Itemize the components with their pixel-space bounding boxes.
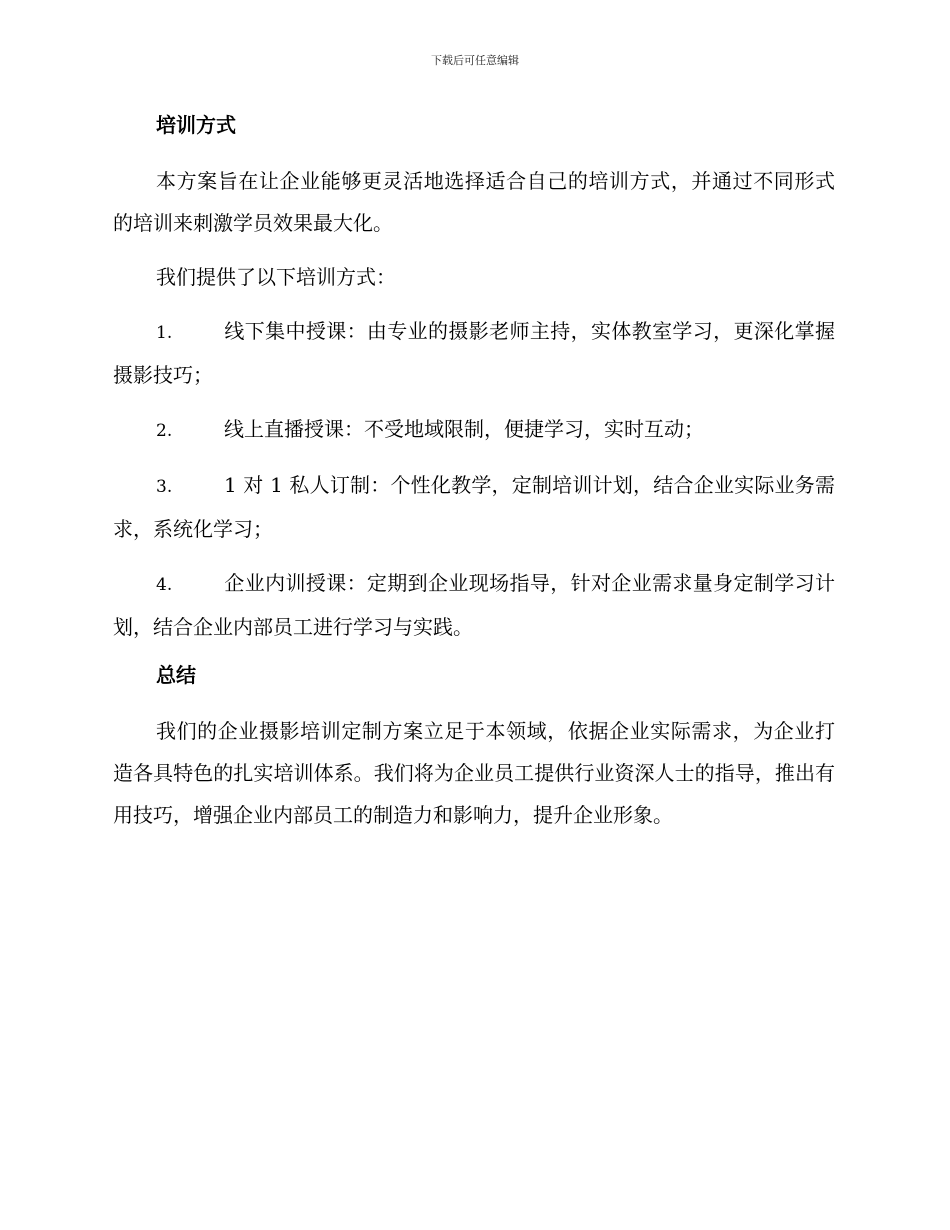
list-item-text: 线上直播授课：不受地域限制，便捷学习，实时互动； <box>224 417 704 441</box>
list-item <box>113 310 835 396</box>
list-item <box>113 562 835 648</box>
page-header: 下载后可任意编辑 <box>431 54 519 67</box>
list-item-number: 2. <box>156 421 173 441</box>
section-heading-summary: 总结 <box>156 663 196 687</box>
document-body <box>113 110 835 848</box>
list-item-number: 4. <box>156 575 173 595</box>
list-item <box>113 464 835 550</box>
intro-paragraph: 本方案旨在让企业能够更灵活地选择适合自己的培训方式，并通过不同形式的培训来刺激学员效果最大化。 <box>113 169 835 235</box>
list-item-number: 3. <box>156 477 173 497</box>
lead-paragraph: 我们提供了以下培训方式： <box>156 265 396 289</box>
list-item-text: 线下集中授课：由专业的摄影老师主持，实体教室学习，更深化掌握摄影技巧； <box>113 319 835 387</box>
summary-paragraph: 我们的企业摄影培训定制方案立足于本领域，依据企业实际需求，为企业打造各具特色的扎实培训体系。我们将为企业员工提供行业资深人士的指导，推出有用技巧，增强企业内部员工的制造力和影响力，提升企业形象。 <box>113 719 835 827</box>
list-item-number: 1. <box>156 323 173 343</box>
list-item-text: 1 对 1 私人订制：个性化教学，定制培训计划，结合企业实际业务需求，系统化学习； <box>113 473 835 541</box>
list-item-text: 企业内训授课：定期到企业现场指导，针对企业需求量身定制学习计划，结合企业内部员工进行学习与实践。 <box>113 571 835 639</box>
section-heading-training-methods: 培训方式 <box>156 113 236 137</box>
list-item <box>113 408 835 452</box>
